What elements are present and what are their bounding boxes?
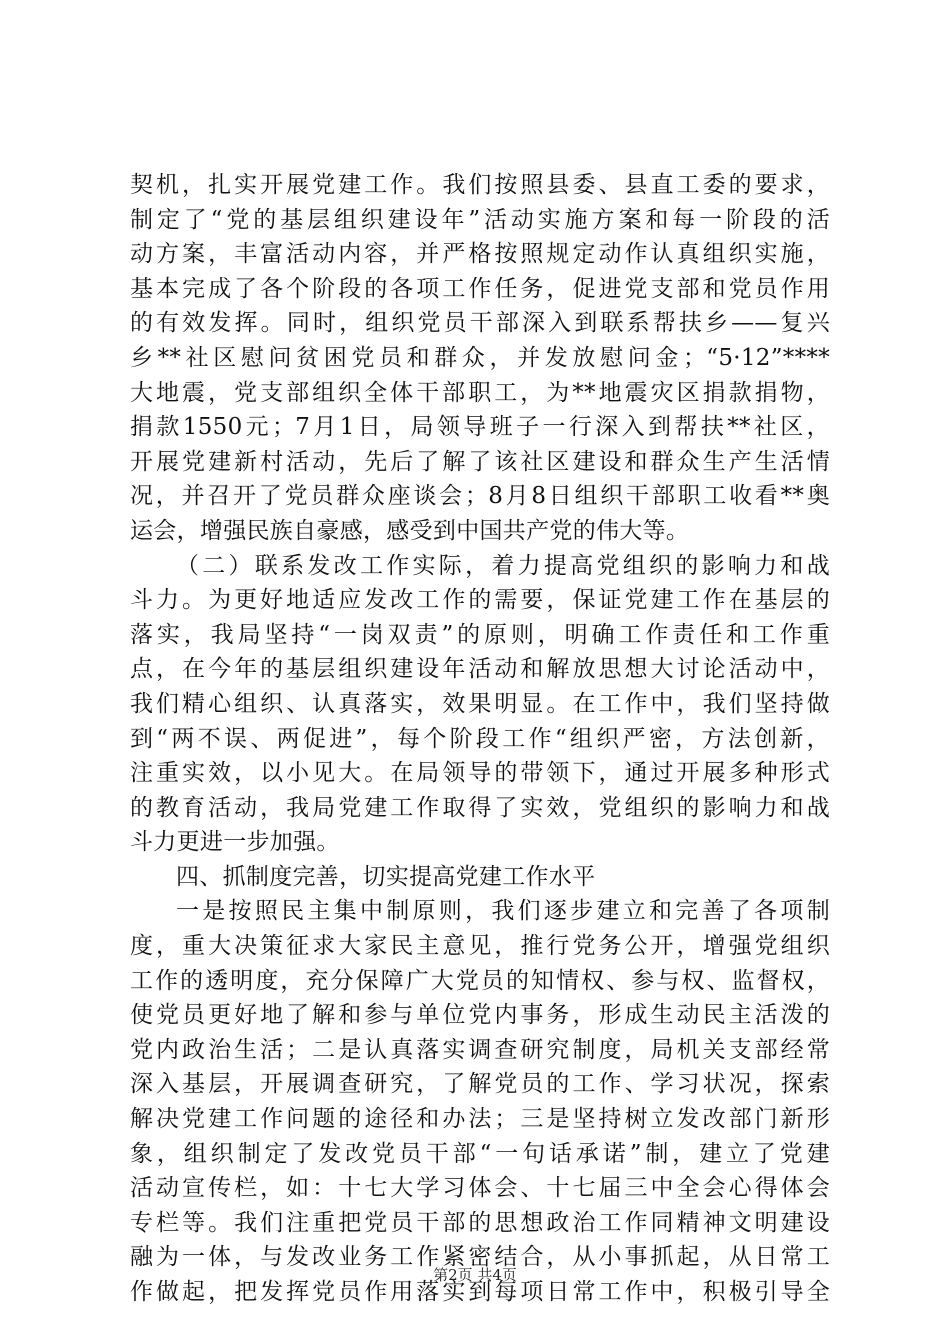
section-heading: 四、抓制度完善，切实提高党建工作水平 bbox=[176, 863, 596, 890]
text-line: 象，组织制定了发改党员干部“一句话承诺”制，建立了党建 bbox=[130, 1140, 830, 1167]
text-line: 融为一体，与发改业务工作紧密结合，从小事抓起，从日常工 bbox=[130, 1244, 830, 1271]
text-line: 点，在今年的基层组织建设年活动和解放思想大讨论活动中， bbox=[130, 656, 830, 683]
text-line: 大地震，党支部组织全体干部职工，为**地震灾区捐款捐物， bbox=[130, 379, 830, 406]
paragraph-first-line: （二）联系发改工作实际，着力提高党组织的影响力和战 bbox=[176, 552, 830, 579]
text-line: 斗力更进一步加强。 bbox=[130, 829, 340, 856]
text-line: 解决党建工作问题的途径和办法；三是坚持树立发改部门新形 bbox=[130, 1106, 830, 1133]
text-line: 专栏等。我们注重把党员干部的思想政治工作同精神文明建设 bbox=[130, 1209, 830, 1236]
text-line: 工作的透明度，充分保障广大党员的知情权、参与权、监督权， bbox=[130, 967, 830, 994]
text-line: 作做起，把发挥党员作用落实到每项日常工作中，积极引导全 bbox=[130, 1279, 830, 1305]
page-number: 第2页 共4页 bbox=[433, 1266, 517, 1284]
text-line: 斗力。为更好地适应发改工作的需要，保证党建工作在基层的 bbox=[130, 587, 830, 614]
text-line: 使党员更好地了解和参与单位党内事务，形成生动民主活泼的 bbox=[130, 1002, 830, 1029]
text-line: 深入基层，开展调查研究，了解党员的工作、学习状况，探索 bbox=[130, 1071, 830, 1098]
body-text bbox=[130, 168, 830, 1310]
text-line: 的教育活动，我局党建工作取得了实效，党组织的影响力和战 bbox=[130, 794, 830, 821]
text-line: 活动宣传栏，如：十七大学习体会、十七届三中全会心得体会 bbox=[130, 1175, 830, 1202]
text-line: 党内政治生活；二是认真落实调查研究制度，局机关支部经常 bbox=[130, 1036, 830, 1063]
text-line: 的有效发挥。同时，组织党员干部深入到联系帮扶乡——复兴 bbox=[130, 310, 830, 337]
text-line: 捐款1550元；7月1日，局领导班子一行深入到帮扶**社区， bbox=[130, 414, 830, 441]
text-line: 运会，增强民族自豪感，感受到中国共产党的伟大等。 bbox=[130, 517, 690, 544]
text-line: 到“两不误、两促进”，每个阶段工作“组织严密，方法创新， bbox=[130, 725, 830, 752]
paragraph-first-line: 一是按照民主集中制原则，我们逐步建立和完善了各项制 bbox=[176, 898, 830, 925]
page-footer bbox=[0, 1265, 950, 1285]
text-line: 基本完成了各个阶段的各项工作任务，促进党支部和党员作用 bbox=[130, 275, 830, 302]
text-line: 注重实效，以小见大。在局领导的带领下，通过开展多种形式 bbox=[130, 760, 830, 787]
text-line: 度，重大决策征求大家民主意见，推行党务公开，增强党组织 bbox=[130, 933, 830, 960]
text-line: 动方案，丰富活动内容，并严格按照规定动作认真组织实施， bbox=[130, 241, 830, 268]
text-line: 落实，我局坚持“一岗双责”的原则，明确工作责任和工作重 bbox=[130, 621, 830, 648]
text-line: 乡**社区慰问贫困党员和群众，并发放慰问金；“5·12”**** bbox=[130, 344, 830, 371]
text-line: 契机，扎实开展党建工作。我们按照县委、县直工委的要求， bbox=[130, 172, 830, 198]
text-line: 我们精心组织、认真落实，效果明显。在工作中，我们坚持做 bbox=[130, 690, 830, 717]
text-line: 开展党建新村活动，先后了解了该社区建设和群众生产生活情 bbox=[130, 448, 830, 475]
text-line: 况，并召开了党员群众座谈会；8月8日组织干部职工收看**奥 bbox=[130, 483, 830, 510]
text-line: 制定了“党的基层组织建设年”活动实施方案和每一阶段的活 bbox=[130, 206, 830, 233]
